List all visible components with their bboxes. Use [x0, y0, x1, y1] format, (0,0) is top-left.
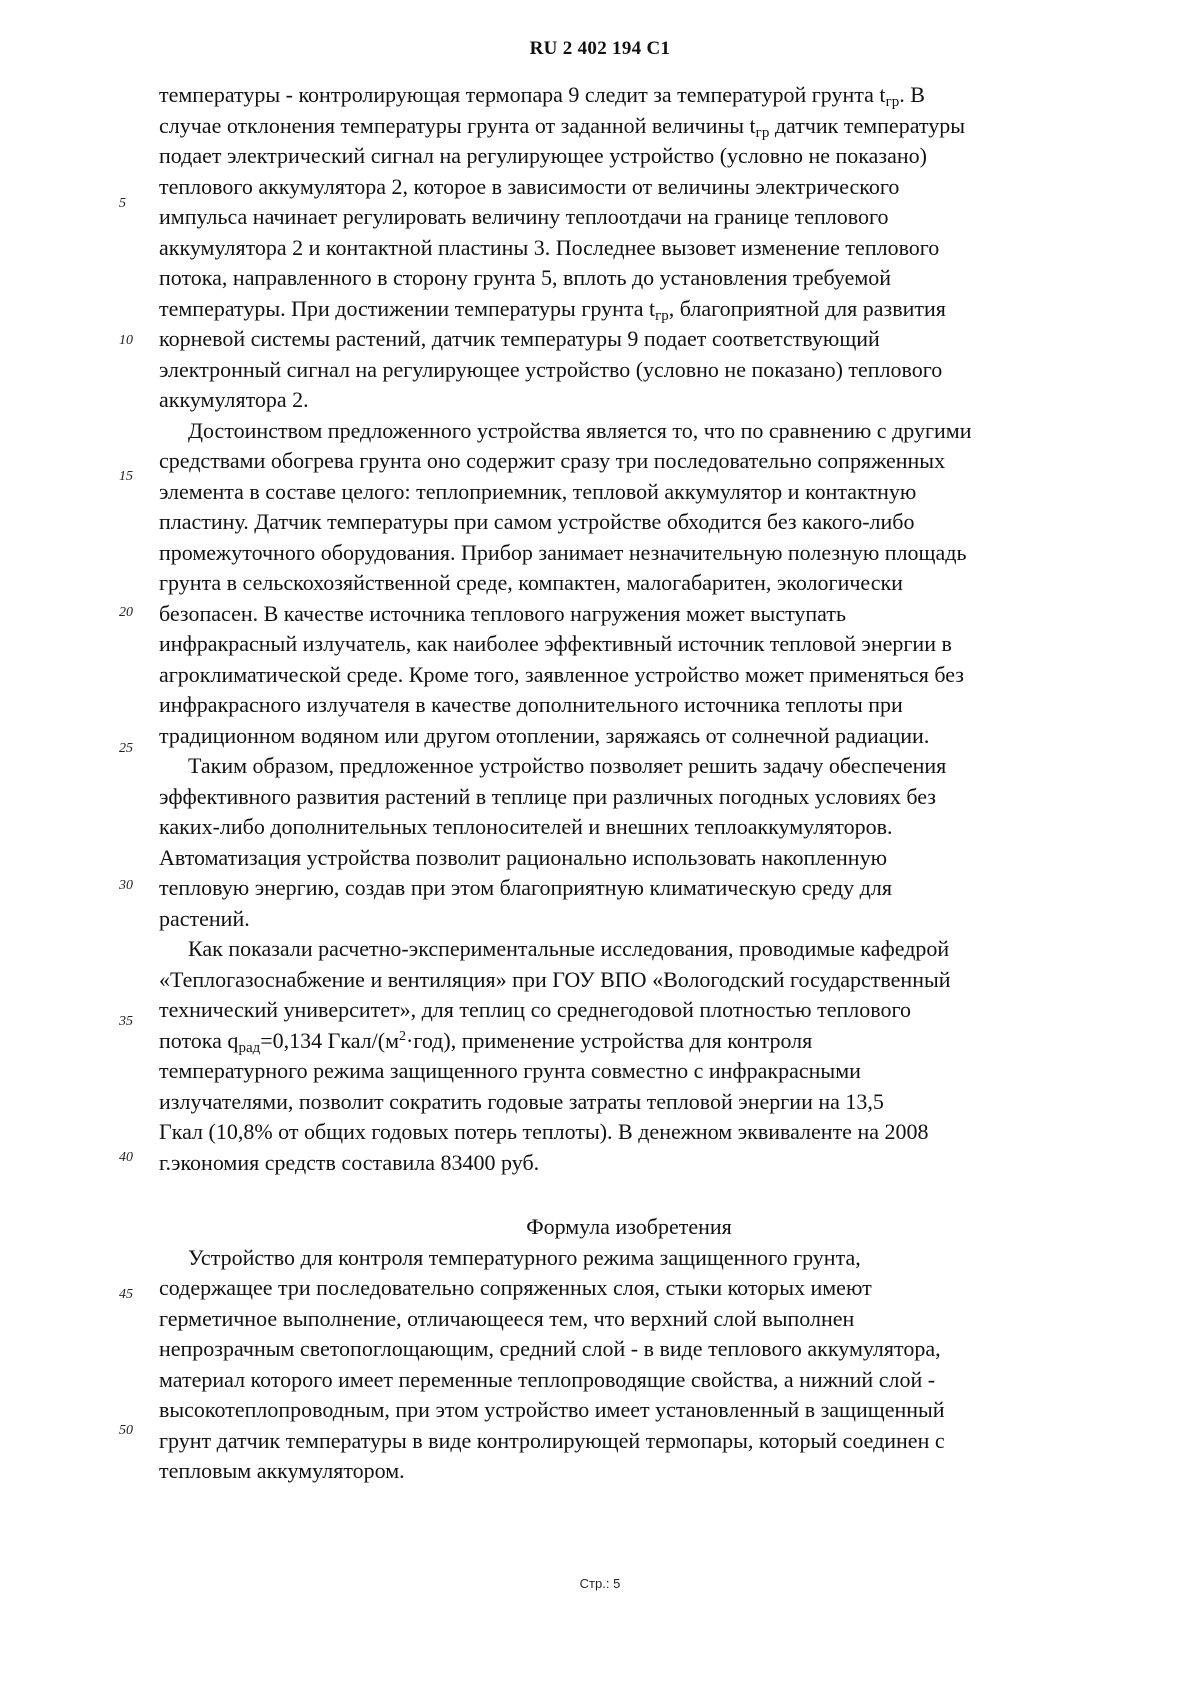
paragraph-start: Достоинством предложенного устройства является то, что по сравнению с другими: [188, 417, 972, 443]
text-line: импульса начинает регулировать величину теплоотдачи на границе теплового: [159, 204, 889, 229]
text-line: растений.: [159, 905, 250, 931]
line-number: 20: [119, 605, 133, 620]
paragraph-start: Как показали расчетно-экспериментальные исследования, проводимые кафедрой: [188, 936, 950, 961]
line-number: 25: [119, 741, 133, 756]
text-line: Автоматизация устройства позволит рационально использовать накопленную: [159, 844, 888, 870]
text-line: непрозрачным светопоглощающим, средний слой - в виде теплового аккумулятора,: [159, 1336, 941, 1361]
text-line: электронный сигнал на регулирующее устройство (условно не показано) теплового: [159, 356, 943, 382]
text-line: высокотеплопроводным, при этом устройство имеет установленный в защищенный: [159, 1397, 945, 1422]
text-line: содержащее три последовательно сопряженных слоя, стыки которых имеют: [159, 1275, 872, 1300]
text-line: технический университет», для теплиц со среднегодовой плотностью теплового: [159, 997, 911, 1022]
text-line: средствами обогрева грунта оно содержит сразу три последовательно сопряженных: [159, 448, 946, 473]
text-line: подает электрический сигнал на регулирующее устройство (условно не показано): [159, 143, 927, 168]
text-line: аккумулятора 2 и контактной пластины 3. Последнее вызовет изменение теплового: [159, 234, 940, 260]
line-number: 10: [119, 333, 133, 348]
text-line: Гкал (10,8% от общих годовых потерь теплоты). В денежном эквиваленте на 2008: [159, 1119, 929, 1144]
line-number: 30: [119, 878, 133, 893]
text-line: температурного режима защищенного грунта совместно с инфракрасными: [159, 1058, 861, 1083]
text-line: излучателями, позволит сократить годовые затраты тепловой энергии на 13,5: [159, 1088, 884, 1114]
text-line: материал которого имеет переменные теплопроводящие свойства, а нижний слой -: [159, 1366, 936, 1392]
text-line: промежуточного оборудования. Прибор занимает незначительную полезную площадь: [159, 539, 967, 565]
text-line: температуры. При достижении температуры грунта $t_{гр}$, благоприятной для развития: [159, 295, 946, 324]
text-line: потока, направленного в сторону грунта 5, вплоть до установления требуемой: [159, 265, 892, 290]
text-line: герметичное выполнение, отличающееся тем, что верхний слой выполнен: [159, 1305, 855, 1331]
document-header: RU 2 402 194 C1: [529, 38, 671, 59]
text-line: безопасен. В качестве источника теплового нагружения может выступать: [159, 600, 847, 626]
page-footer: Стр.: 5: [579, 1576, 621, 1591]
paragraph-start: Устройство для контроля температурного режима защищенного грунта,: [188, 1244, 861, 1270]
paragraph-start: Таким образом, предложенное устройство позволяет решить задачу обеспечения: [188, 753, 947, 778]
line-number: 15: [119, 469, 133, 484]
text-line: случае отклонения температуры грунта от заданной величины $t_{гр}$ датчик температуры: [159, 112, 965, 141]
text-line: традиционном водяном или другом отоплении, заряжаясь от солнечной радиации.: [159, 722, 930, 748]
text-line: г.экономия средств составила 83400 руб.: [159, 1149, 540, 1175]
text-line: теплового аккумулятора 2, которое в зависимости от величины электрического: [159, 173, 900, 199]
text-line: «Теплогазоснабжение и вентиляция» при ГОУ ВПО «Вологодский государственный: [159, 966, 951, 992]
document-body: [159, 80, 1099, 1487]
text-line: грунта в сельскохозяйственной среде, компактен, малогабаритен, экологически: [159, 570, 903, 595]
text-line: корневой системы растений, датчик температуры 9 подает соответствующий: [159, 326, 880, 351]
line-number: 40: [119, 1150, 133, 1165]
text-line: грунт датчик температуры в виде контролирующей термопары, который соединен с: [159, 1427, 945, 1453]
text-line: агроклиматической среде. Кроме того, заявленное устройство может применяться без: [159, 661, 964, 687]
text-line: аккумулятора 2.: [159, 387, 309, 412]
text-line: тепловым аккумулятором.: [159, 1458, 405, 1483]
text-line: тепловую энергию, создав при этом благоприятную климатическую среду для: [159, 875, 892, 900]
text-line: элемента в составе целого: теплоприемник, тепловой аккумулятор и контактную: [159, 478, 917, 504]
section-heading: Формула изобретения: [526, 1214, 732, 1239]
text-line: инфракрасный излучатель, как наиболее эффективный источник тепловой энергии в: [159, 631, 952, 656]
text-line: каких-либо дополнительных теплоносителей и внешних теплоаккумуляторов.: [159, 814, 893, 839]
text-line: потока $q_{рад}=0,134$ Гкал/$(м^2\cdot год)$, применение устройства для контроля: [159, 1027, 813, 1056]
line-number: 5: [119, 196, 126, 211]
text-line: пластину. Датчик температуры при самом устройстве обходится без какого-либо: [159, 509, 915, 534]
line-number: 50: [119, 1423, 133, 1438]
line-number: 35: [119, 1014, 133, 1029]
section-spacer: [159, 1178, 1099, 1212]
text-line: эффективного развития растений в теплице при различных погодных условиях без: [159, 783, 936, 809]
line-number: 45: [119, 1287, 133, 1302]
text-line: температуры - контролирующая термопара 9 следит за температурой грунта $t_{гр}$. В: [159, 82, 925, 110]
text-line: инфракрасного излучателя в качестве дополнительного источника теплоты при: [159, 692, 903, 717]
